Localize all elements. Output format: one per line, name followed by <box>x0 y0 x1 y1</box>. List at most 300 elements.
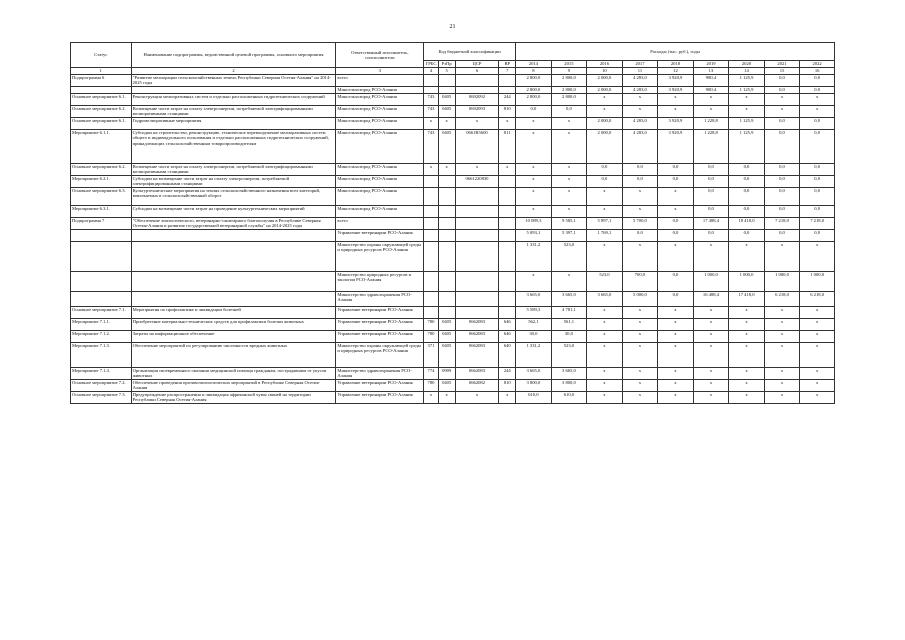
row-value-2022: x <box>800 318 835 330</box>
row-executor: Минсельхозпрод РСО-Алания <box>336 205 424 217</box>
row-value-2016: x <box>587 187 623 205</box>
row-code: 0405 <box>438 342 455 367</box>
row-value-2019: 1 228,8 <box>693 117 729 129</box>
row-value-2021: x <box>764 318 800 330</box>
row-value-2021: x <box>764 379 800 391</box>
row-name: Обеспечение мероприятий по регулированию численности вредных животных <box>131 342 336 367</box>
header-expenses: Расходы (тыс. руб.), годы <box>516 43 835 61</box>
table-row <box>71 342 835 367</box>
row-value-2022: x <box>800 306 835 318</box>
row-value-2018: x <box>658 187 694 205</box>
row-code: 0662083 <box>455 342 499 367</box>
row-value-2017: 0,0 <box>622 229 658 241</box>
row-value-2019: 980,4 <box>693 75 729 87</box>
header-code-2: ЦСР <box>455 61 499 68</box>
row-value-2021: x <box>764 241 800 271</box>
row-value-2014: 562,1 <box>516 318 552 330</box>
row-value-2022: x <box>800 391 835 403</box>
header-executor: Ответственный исполнитель, соисполнители <box>336 43 424 68</box>
row-executor: Минсельхозпрод РСО-Алания <box>336 129 424 163</box>
row-executor: Министерство здравоохранения РСО-Алания <box>336 367 424 379</box>
row-value-2017: 4 283,0 <box>622 86 658 93</box>
row-executor: Управление ветеринарии РСО-Алания <box>336 229 424 241</box>
row-value-2015: 3 800,0 <box>551 379 587 391</box>
row-value-2015: x <box>551 117 587 129</box>
row-value-2022: 0,0 <box>800 187 835 205</box>
row-executor: Минсельхозпрод РСО-Алания <box>336 175 424 187</box>
row-value-2021: 6 218,0 <box>764 291 800 306</box>
row-value-2017: 4 283,0 <box>622 75 658 87</box>
row-value-2014: 10 089,3 <box>516 217 552 229</box>
row-value-2014: 3 665,0 <box>516 291 552 306</box>
table-row <box>71 129 835 163</box>
header-code-1: РзПр <box>438 61 455 68</box>
row-value-2018: 0,0 <box>658 229 694 241</box>
row-value-2021: 0,0 <box>764 229 800 241</box>
header-column-number: 16 <box>800 68 835 75</box>
row-value-2017: x <box>622 306 658 318</box>
row-value-2018: x <box>658 391 694 403</box>
row-value-2014: 30,0 <box>516 330 552 342</box>
row-code: 0405 <box>438 129 455 163</box>
row-value-2017: x <box>622 367 658 379</box>
row-value-2020: x <box>729 330 765 342</box>
row-value-2016: x <box>587 367 623 379</box>
table-row <box>71 318 835 330</box>
row-value-2015: 523,0 <box>551 241 587 271</box>
row-value-2015: 3 665,0 <box>551 367 587 379</box>
row-value-2022: x <box>800 367 835 379</box>
row-value-2016: x <box>587 391 623 403</box>
row-executor: Управление ветеринарии РСО-Алания <box>336 330 424 342</box>
row-code: 811 <box>499 129 516 163</box>
row-value-2018: x <box>658 105 694 117</box>
row-value-2021: 7 218,0 <box>764 217 800 229</box>
row-status: Основное мероприятие 6.1. <box>71 117 132 129</box>
row-value-2014: 5 093,1 <box>516 229 552 241</box>
row-value-2015: 2 800,0 <box>551 93 587 105</box>
row-value-2019: x <box>693 306 729 318</box>
row-value-2021: 0,0 <box>764 86 800 93</box>
row-value-2015: x <box>551 163 587 175</box>
row-value-2015: 9 585,1 <box>551 217 587 229</box>
row-value-2017: x <box>622 187 658 205</box>
row-value-2017: x <box>622 330 658 342</box>
row-code: 780 <box>424 379 439 391</box>
row-name <box>131 241 336 271</box>
row-name: "Развитие мелиорации сельскохозяйственных земель Республики Северная Осетия-Алания" на 2014-2025 годы <box>131 75 336 87</box>
row-value-2014: 0,0 <box>516 105 552 117</box>
row-code: 0661R5600 <box>455 129 499 163</box>
row-value-2015: 0,0 <box>551 105 587 117</box>
row-value-2019: x <box>693 93 729 105</box>
row-value-2017: x <box>622 379 658 391</box>
row-status: Основное мероприятие 6.1. <box>71 93 132 105</box>
row-name: Обеспечение проведения противоэпизоотических мероприятий в Республике Северная Осетия-Алания <box>131 379 336 391</box>
row-value-2019: 17 488,4 <box>693 217 729 229</box>
row-value-2020: 1 125,9 <box>729 129 765 163</box>
row-value-2022: x <box>800 93 835 105</box>
row-value-2018: x <box>658 318 694 330</box>
row-status: Основное мероприятие 6.3. <box>71 187 132 205</box>
header-year-2014: 2014 <box>516 61 552 68</box>
row-code: x <box>499 391 516 403</box>
row-code: 774 <box>424 367 439 379</box>
row-code: 244 <box>499 367 516 379</box>
row-code <box>424 205 439 217</box>
row-code <box>424 86 439 93</box>
row-value-2019: x <box>693 318 729 330</box>
table-row <box>71 241 835 271</box>
row-code <box>455 241 499 271</box>
row-value-2018: 3 920,9 <box>658 86 694 93</box>
row-status: Подпрограмма 6 <box>71 75 132 87</box>
row-value-2020: x <box>729 367 765 379</box>
header-column-number: 6 <box>455 68 499 75</box>
row-value-2016: 0,0 <box>587 163 623 175</box>
table-row <box>71 306 835 318</box>
row-value-2017: 700,0 <box>622 271 658 291</box>
row-value-2020: x <box>729 93 765 105</box>
row-value-2022: 0,0 <box>800 163 835 175</box>
row-code: 810 <box>499 379 516 391</box>
header-column-number: 7 <box>499 68 516 75</box>
row-value-2016: 3 665,0 <box>587 291 623 306</box>
row-value-2019: x <box>693 330 729 342</box>
row-executor: Министерство охраны окружающей среды и природных ресурсов РСО-Алания <box>336 342 424 367</box>
row-code <box>438 241 455 271</box>
table-row <box>71 271 835 291</box>
row-value-2018: x <box>658 379 694 391</box>
expenses-table <box>70 42 835 404</box>
row-code: 0405 <box>438 93 455 105</box>
row-value-2015: 5 397,1 <box>551 229 587 241</box>
header-name: Наименование подпрограммы, ведомственной целевой программы, основного мероприятия <box>131 43 336 68</box>
row-value-2018: 0,0 <box>658 163 694 175</box>
row-value-2022: 0,0 <box>800 86 835 93</box>
row-code: 0661220830 <box>455 175 499 187</box>
row-value-2017: x <box>622 93 658 105</box>
row-code: x <box>455 163 499 175</box>
row-value-2021: 0,0 <box>764 129 800 163</box>
row-status: Основное мероприятие 7.2. <box>71 379 132 391</box>
table-row <box>71 93 835 105</box>
row-status: Основное мероприятие 7.1. <box>71 306 132 318</box>
row-executor: Минсельхозпрод РСО-Алания <box>336 93 424 105</box>
header-column-number: 14 <box>729 68 765 75</box>
row-executor: Минсельхозпрод РСО-Алания <box>336 187 424 205</box>
row-value-2016: 2 000,0 <box>587 117 623 129</box>
row-value-2014: 5 589,3 <box>516 306 552 318</box>
row-executor: Минсельхозпрод РСО-Алания <box>336 86 424 93</box>
row-code <box>455 75 499 87</box>
row-value-2015: 561,1 <box>551 318 587 330</box>
row-value-2014: 2 800,0 <box>516 86 552 93</box>
row-code <box>424 306 439 318</box>
row-status <box>71 86 132 93</box>
row-value-2016: 2 000,0 <box>587 129 623 163</box>
row-value-2020: x <box>729 105 765 117</box>
row-code <box>455 86 499 93</box>
row-value-2015: x <box>551 129 587 163</box>
header-status: Статус <box>71 43 132 68</box>
row-value-2014: x <box>516 117 552 129</box>
row-value-2018: 3 920,9 <box>658 129 694 163</box>
row-value-2016: 2 000,0 <box>587 86 623 93</box>
row-value-2014: x <box>516 205 552 217</box>
row-executor: Министерство природных ресурсов и экологии РСО-Алания <box>336 271 424 291</box>
row-code: 0405 <box>438 330 455 342</box>
row-value-2020: 1 000,0 <box>729 271 765 291</box>
row-status: Мероприятие 7.1.3. <box>71 342 132 367</box>
table-row <box>71 391 835 403</box>
row-value-2015: 523,0 <box>551 342 587 367</box>
row-value-2016: x <box>587 318 623 330</box>
row-name: Субсидии на возмещение части затрат на проведение культуртехнических мероприятий <box>131 205 336 217</box>
row-value-2022: 0,0 <box>800 205 835 217</box>
row-code: x <box>424 163 439 175</box>
header-budget-code: Код бюджетной классификации <box>424 43 516 61</box>
row-value-2020: x <box>729 318 765 330</box>
row-code <box>455 205 499 217</box>
row-code: 743 <box>424 105 439 117</box>
row-status: Мероприятие 6.2.1. <box>71 175 132 187</box>
row-code <box>438 271 455 291</box>
row-value-2022: 0,0 <box>800 117 835 129</box>
row-value-2022: 7 218,0 <box>800 217 835 229</box>
row-code <box>438 187 455 205</box>
row-value-2018: 0,0 <box>658 217 694 229</box>
row-code: 244 <box>499 93 516 105</box>
row-code <box>455 271 499 291</box>
row-code: x <box>424 391 439 403</box>
row-code: 743 <box>424 129 439 163</box>
row-name: Субсидии на строительство, реконструкцию, техническое перевооружение мелиоративных систем общего и индивидуального пользования и отдельно расположенных гидротехнических сооружений, принадлежащих сельскохозяйственным товаропроизводителям <box>131 129 336 163</box>
row-status: Мероприятие 7.1.2. <box>71 330 132 342</box>
row-executor: Управление ветеринарии РСО-Алания <box>336 391 424 403</box>
row-value-2020: 0,0 <box>729 163 765 175</box>
row-code: 0662083 <box>455 330 499 342</box>
row-status: Мероприятие 6.1.1. <box>71 129 132 163</box>
row-value-2021: 0,0 <box>764 75 800 87</box>
row-value-2019: x <box>693 379 729 391</box>
row-code <box>455 187 499 205</box>
row-status: Основное мероприятие 6.2. <box>71 105 132 117</box>
row-value-2021: 0,0 <box>764 187 800 205</box>
row-code: 810 <box>499 105 516 117</box>
row-value-2021: 0,0 <box>764 175 800 187</box>
row-value-2018: 3 920,9 <box>658 75 694 87</box>
row-status: Подпрограмма 7 <box>71 217 132 229</box>
row-code <box>438 229 455 241</box>
row-value-2016: x <box>587 241 623 271</box>
row-code: 0692093 <box>455 105 499 117</box>
row-code: 0405 <box>438 105 455 117</box>
row-value-2019: x <box>693 367 729 379</box>
row-value-2021: x <box>764 105 800 117</box>
row-name: Гидромелиоративные мероприятия <box>131 117 336 129</box>
row-value-2020: x <box>729 379 765 391</box>
row-code <box>499 271 516 291</box>
row-code: 0662083 <box>455 367 499 379</box>
row-name: Предупреждение распространения и ликвидация африканской чумы свиней на территории Республики Северная Осетия-Алания <box>131 391 336 403</box>
row-code <box>499 75 516 87</box>
row-value-2019: 0,0 <box>693 187 729 205</box>
header-year-2015: 2015 <box>551 61 587 68</box>
row-code <box>424 187 439 205</box>
row-code: 640 <box>499 342 516 367</box>
row-executor: Управление ветеринарии РСО-Алания <box>336 306 424 318</box>
header-column-number: 13 <box>693 68 729 75</box>
row-code <box>455 229 499 241</box>
row-code <box>438 175 455 187</box>
row-value-2014: 3 665,0 <box>516 367 552 379</box>
row-value-2018: x <box>658 330 694 342</box>
header-code-3: ВР <box>499 61 516 68</box>
row-value-2015: 3 665,0 <box>551 291 587 306</box>
row-value-2016: 523,0 <box>587 271 623 291</box>
row-name: Организация своевременного оказания медицинской помощи гражданам, пострадавшим от укусов животных <box>131 367 336 379</box>
row-value-2014: 610,0 <box>516 391 552 403</box>
row-name: "Обеспечение эпизоотического, ветеринарно-санитарного благополучия в Республике Северная Осетия-Алания и развитие государственной ветеринарной службы" на 2014-2025 годы <box>131 217 336 229</box>
row-code <box>499 306 516 318</box>
table-row <box>71 163 835 175</box>
row-value-2014: x <box>516 163 552 175</box>
row-value-2022: x <box>800 342 835 367</box>
row-value-2016: x <box>587 105 623 117</box>
row-value-2021: x <box>764 391 800 403</box>
row-code: 0662083 <box>455 318 499 330</box>
row-value-2021: x <box>764 342 800 367</box>
row-value-2017: x <box>622 205 658 217</box>
row-value-2022: x <box>800 105 835 117</box>
row-code <box>438 86 455 93</box>
row-value-2018: 0,0 <box>658 175 694 187</box>
row-code <box>499 217 516 229</box>
row-status: Мероприятие 6.3.1. <box>71 205 132 217</box>
row-code <box>438 205 455 217</box>
table-row <box>71 105 835 117</box>
table-row <box>71 75 835 87</box>
header-column-number: 4 <box>424 68 439 75</box>
row-code <box>424 175 439 187</box>
row-value-2019: 0,0 <box>693 229 729 241</box>
row-value-2014: x <box>516 187 552 205</box>
row-value-2017: 0,0 <box>622 163 658 175</box>
row-value-2017: 0,0 <box>622 175 658 187</box>
header-column-number: 8 <box>516 68 552 75</box>
row-name: Возмещение части затрат на оплату электроэнергии, потребляемой электрифицированными мелиоративными станциями <box>131 105 336 117</box>
row-value-2021: x <box>764 367 800 379</box>
row-executor: Минсельхозпрод РСО-Алания <box>336 163 424 175</box>
row-code: x <box>438 163 455 175</box>
header-column-number: 2 <box>131 68 336 75</box>
row-code: x <box>455 117 499 129</box>
row-code: x <box>455 391 499 403</box>
row-value-2016: x <box>587 306 623 318</box>
row-value-2020: 18 418,0 <box>729 217 765 229</box>
row-value-2014: 2 800,0 <box>516 93 552 105</box>
row-code <box>499 241 516 271</box>
row-value-2016: 0,0 <box>587 175 623 187</box>
row-value-2016: 1 769,1 <box>587 229 623 241</box>
row-value-2021: 0,0 <box>764 117 800 129</box>
header-year-2019: 2019 <box>693 61 729 68</box>
row-value-2015: x <box>551 175 587 187</box>
row-value-2015: x <box>551 271 587 291</box>
row-status: Мероприятие 7.1.4. <box>71 367 132 379</box>
row-code <box>438 291 455 306</box>
row-value-2020: 0,0 <box>729 187 765 205</box>
row-value-2017: x <box>622 342 658 367</box>
row-value-2018: 0,0 <box>658 271 694 291</box>
row-code: x <box>438 117 455 129</box>
header-column-number: 9 <box>551 68 587 75</box>
row-code: 780 <box>424 330 439 342</box>
row-status: Основное мероприятие 7.3. <box>71 391 132 403</box>
row-code: 0909 <box>438 367 455 379</box>
row-value-2021: 1 000,0 <box>764 271 800 291</box>
row-value-2014: 1 331,2 <box>516 342 552 367</box>
row-name: Возмещение части затрат на оплату электроэнергии, потребляемой электрифицированными мелиоративными станциями <box>131 163 336 175</box>
header-year-2022: 2022 <box>800 61 835 68</box>
row-value-2019: 980,4 <box>693 86 729 93</box>
row-value-2015: 4 781,1 <box>551 306 587 318</box>
row-value-2014: x <box>516 175 552 187</box>
row-value-2017: x <box>622 391 658 403</box>
row-value-2017: 5 700,0 <box>622 217 658 229</box>
table-row <box>71 330 835 342</box>
row-value-2019: 16 488,4 <box>693 291 729 306</box>
header-column-number: 3 <box>336 68 424 75</box>
header-column-number: 15 <box>764 68 800 75</box>
table-row <box>71 367 835 379</box>
row-value-2020: x <box>729 306 765 318</box>
header-year-2018: 2018 <box>658 61 694 68</box>
row-executor: Минсельхозпрод РСО-Алания <box>336 105 424 117</box>
row-code <box>424 241 439 271</box>
row-value-2019: 1 228,8 <box>693 129 729 163</box>
row-code <box>499 229 516 241</box>
row-name <box>131 291 336 306</box>
row-value-2014: x <box>516 129 552 163</box>
row-code: 0405 <box>438 379 455 391</box>
row-code <box>455 306 499 318</box>
row-code <box>424 271 439 291</box>
row-value-2018: x <box>658 306 694 318</box>
row-code: x <box>499 163 516 175</box>
row-value-2015: 2 800,0 <box>551 86 587 93</box>
table-row <box>71 205 835 217</box>
row-code: 371 <box>424 342 439 367</box>
header-column-number: 12 <box>658 68 694 75</box>
row-code <box>424 291 439 306</box>
row-status <box>71 229 132 241</box>
row-status <box>71 291 132 306</box>
row-value-2015: 30,0 <box>551 330 587 342</box>
row-code <box>499 187 516 205</box>
row-value-2016: x <box>587 379 623 391</box>
header-column-number: 11 <box>622 68 658 75</box>
row-value-2021: x <box>764 330 800 342</box>
row-code: 0662082 <box>455 379 499 391</box>
row-name <box>131 86 336 93</box>
header-year-2020: 2020 <box>729 61 765 68</box>
row-name: Культуртехнические мероприятия на землях сельскохозяйственного назначения всех категорий, вовлекаемых в сельскохозяйственный оборот <box>131 187 336 205</box>
header-column-number: 10 <box>587 68 623 75</box>
table-row <box>71 217 835 229</box>
row-value-2020: 0,0 <box>729 205 765 217</box>
